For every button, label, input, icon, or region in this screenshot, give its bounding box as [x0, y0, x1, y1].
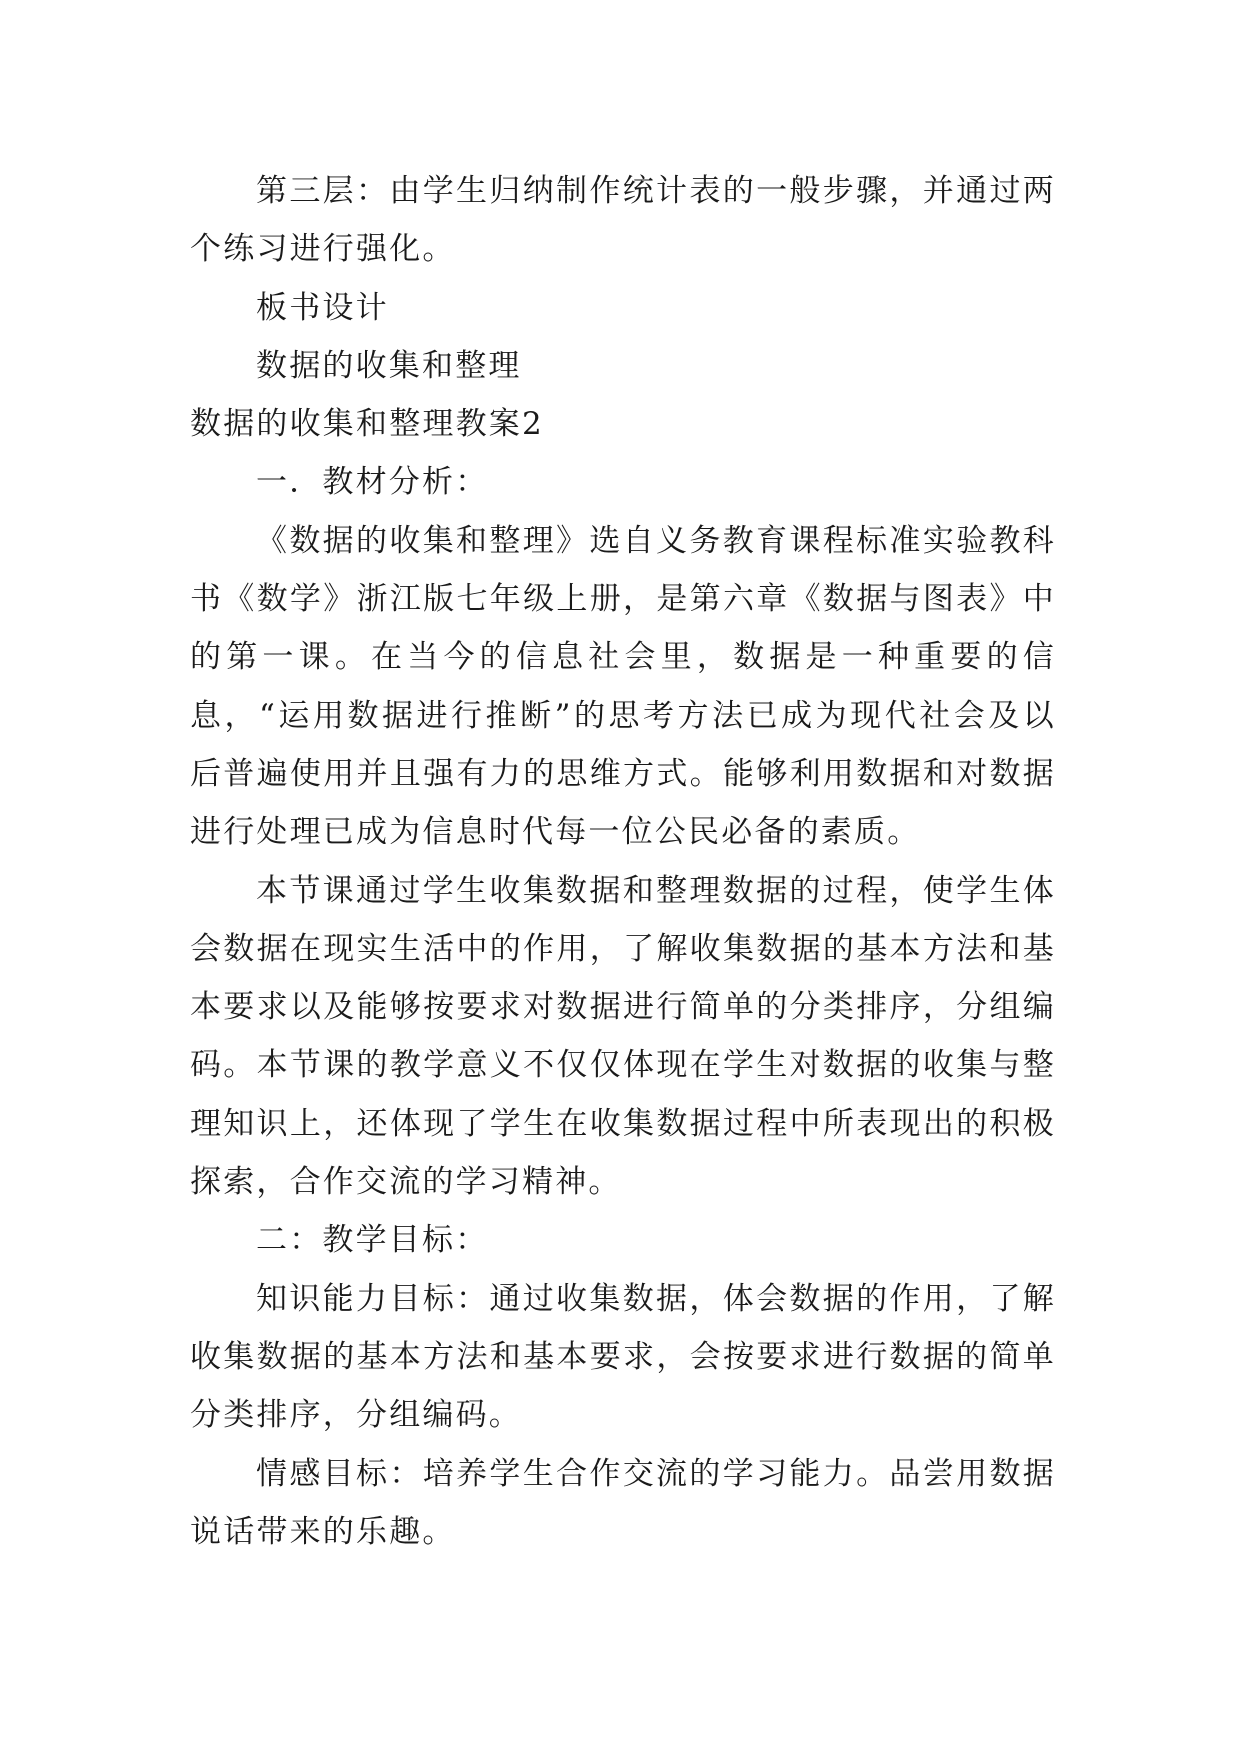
section-heading-lesson-plan-2: 数据的收集和整理教案2 [190, 406, 544, 443]
paragraph-lesson-purpose: 本节课通过学生收集数据和整理数据的过程，使学生体会数据在现实生活中的作用，了解收集数据的基本方法和基本要求以及能够按要求对数据进行简单的分类排序，分组编码。本节课的教学意义不仅仅体现在学生对数据的收集与整理知识上，还体现了学生在收集数据过程中所表现出的积极探索，合作交流的学习精神。 [190, 872, 1056, 1201]
paragraph-step-three: 第三层：由学生归纳制作统计表的一般步骤，并通过两个练习进行强化。 [190, 173, 1056, 268]
document-body [190, 162, 1056, 1561]
paragraph-knowledge-goal: 知识能力目标：通过收集数据，体会数据的作用，了解收集数据的基本方法和基本要求，会按要求进行数据的简单分类排序，分组编码。 [190, 1280, 1056, 1434]
heading-textbook-analysis: 一．教材分析： [256, 464, 489, 501]
paragraph-board-title: 数据的收集和整理 [256, 347, 522, 384]
paragraph-emotion-goal: 情感目标：培养学生合作交流的学习能力。品尝用数据说话带来的乐趣。 [190, 1455, 1056, 1550]
paragraph-textbook-analysis: 《数据的收集和整理》选自义务教育课程标准实验教科书《数学》浙江版七年级上册，是第六章《数据与图表》中的第一课。在当今的信息社会里，数据是一种重要的信息，“运用数据进行推断”的思考方法已成为现代社会及以后普遍使用并且强有力的思维方式。能够利用数据和对数据进行处理已成为信息时代每一位公民必备的素质。 [190, 522, 1056, 851]
heading-teaching-goals: 二：教学目标： [256, 1222, 489, 1259]
paragraph-board-design: 板书设计 [256, 289, 389, 326]
